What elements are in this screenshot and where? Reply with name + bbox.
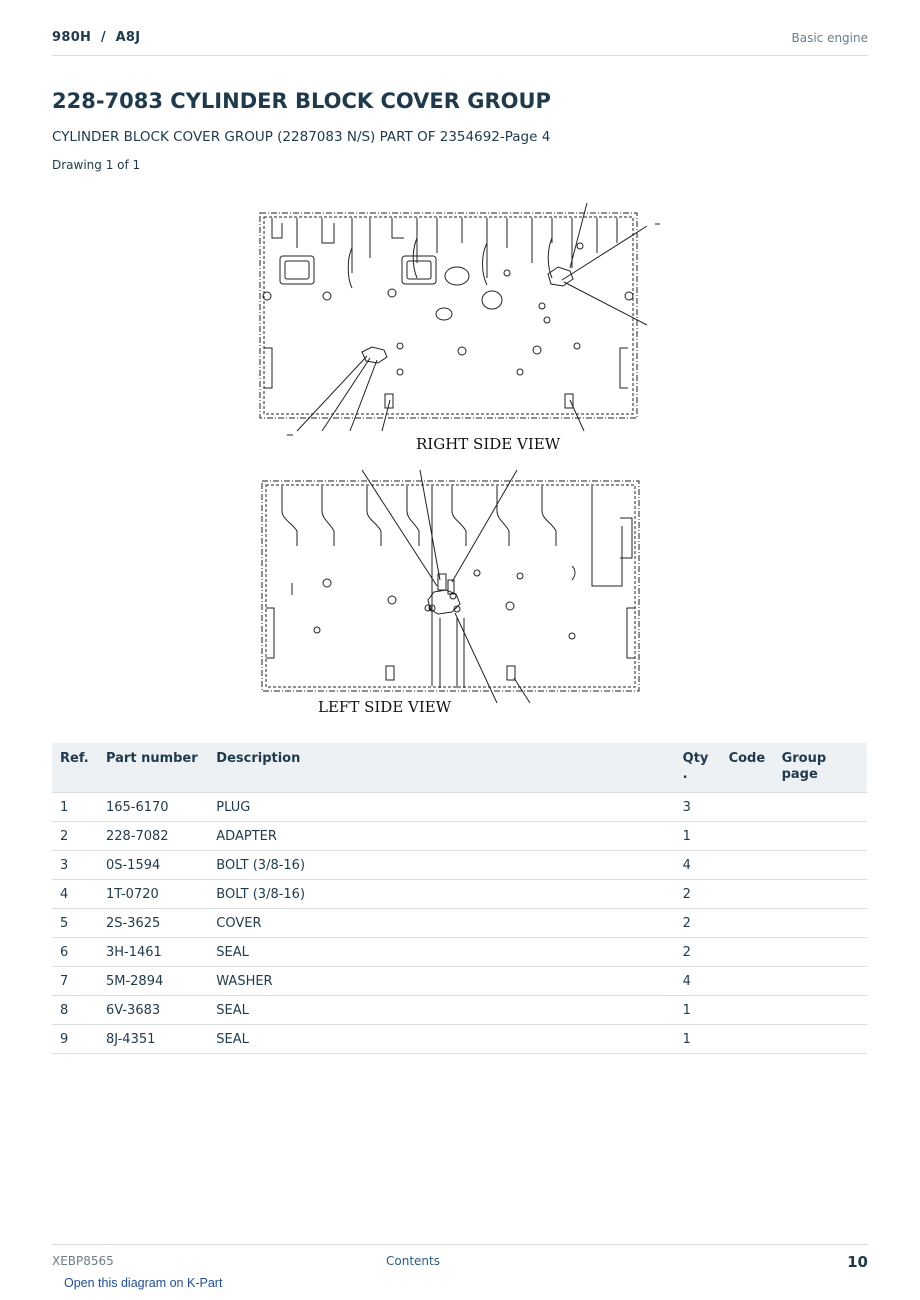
document-id: XEBP8565	[52, 1254, 114, 1268]
cell-group-page	[774, 909, 867, 938]
cell-group-page	[774, 880, 867, 909]
cell-part-number: 1T-0720	[98, 880, 208, 909]
cell-group-page	[774, 822, 867, 851]
header-qty: Qty .	[675, 743, 721, 793]
cell-ref: 9	[52, 1025, 98, 1054]
table-header-row	[52, 743, 867, 793]
cell-code	[721, 1025, 774, 1054]
table-row	[52, 880, 867, 909]
contents-link[interactable]: Contents	[386, 1254, 440, 1268]
cell-qty: 2	[675, 909, 721, 938]
cell-ref: 4	[52, 880, 98, 909]
cell-ref: 7	[52, 967, 98, 996]
cell-part-number: 2S-3625	[98, 909, 208, 938]
left-side-view-label: LEFT SIDE VIEW	[318, 698, 452, 716]
cell-ref: 1	[52, 793, 98, 822]
cell-ref: 8	[52, 996, 98, 1025]
header-code: Code	[721, 743, 774, 793]
cell-description: SEAL	[208, 938, 674, 967]
cell-qty: 3	[675, 793, 721, 822]
drawing-counter: Drawing 1 of 1	[52, 158, 141, 172]
cell-description: BOLT (3/8-16)	[208, 880, 674, 909]
right-side-view-label: RIGHT SIDE VIEW	[416, 435, 561, 453]
page-header	[52, 24, 868, 56]
parts-table	[52, 743, 867, 1054]
cell-code	[721, 967, 774, 996]
page-subtitle: CYLINDER BLOCK COVER GROUP (2287083 N/S) PART OF 2354692-Page 4	[52, 129, 551, 145]
header-part-number: Part number	[98, 743, 208, 793]
cell-part-number: 5M-2894	[98, 967, 208, 996]
cell-part-number: 3H-1461	[98, 938, 208, 967]
cell-code	[721, 851, 774, 880]
table-row	[52, 822, 867, 851]
section-label: Basic engine	[791, 31, 868, 45]
cell-code	[721, 996, 774, 1025]
cell-description: BOLT (3/8-16)	[208, 851, 674, 880]
header-description: Description	[208, 743, 674, 793]
left-side-view-drawing	[262, 470, 639, 703]
cell-qty: 1	[675, 996, 721, 1025]
cell-group-page	[774, 938, 867, 967]
cell-group-page	[774, 1025, 867, 1054]
cell-description: ADAPTER	[208, 822, 674, 851]
cell-qty: 1	[675, 822, 721, 851]
cell-ref: 6	[52, 938, 98, 967]
table-row	[52, 909, 867, 938]
table-row	[52, 793, 867, 822]
cell-qty: 2	[675, 880, 721, 909]
table-row	[52, 851, 867, 880]
cell-group-page	[774, 996, 867, 1025]
page-title: 228-7083 CYLINDER BLOCK COVER GROUP	[52, 89, 551, 113]
right-side-view-drawing	[260, 203, 660, 435]
table-row	[52, 967, 867, 996]
model-label: 980H / A8J	[52, 30, 141, 45]
cell-code	[721, 793, 774, 822]
cell-part-number: 8J-4351	[98, 1025, 208, 1054]
cell-qty: 4	[675, 967, 721, 996]
cell-part-number: 228-7082	[98, 822, 208, 851]
cell-part-number: 165-6170	[98, 793, 208, 822]
cell-group-page	[774, 793, 867, 822]
cell-description: PLUG	[208, 793, 674, 822]
table-row	[52, 1025, 867, 1054]
page-footer	[52, 1244, 868, 1275]
cell-description: WASHER	[208, 967, 674, 996]
cell-code	[721, 822, 774, 851]
cell-part-number: 6V-3683	[98, 996, 208, 1025]
cell-code	[721, 938, 774, 967]
cell-description: SEAL	[208, 1025, 674, 1054]
table-row	[52, 996, 867, 1025]
cell-qty: 4	[675, 851, 721, 880]
cell-code	[721, 880, 774, 909]
header-ref: Ref.	[52, 743, 98, 793]
cell-description: COVER	[208, 909, 674, 938]
cell-ref: 5	[52, 909, 98, 938]
open-in-kpart-link[interactable]: Open this diagram on K-Part	[64, 1276, 223, 1290]
parts-table-body	[52, 793, 867, 1054]
cell-group-page	[774, 851, 867, 880]
cell-part-number: 0S-1594	[98, 851, 208, 880]
page-number: 10	[847, 1253, 868, 1271]
parts-diagram[interactable]	[252, 188, 672, 728]
header-group-page: Group page	[774, 743, 867, 793]
cell-qty: 2	[675, 938, 721, 967]
cell-description: SEAL	[208, 996, 674, 1025]
cell-code	[721, 909, 774, 938]
cell-group-page	[774, 967, 867, 996]
cell-ref: 3	[52, 851, 98, 880]
cell-ref: 2	[52, 822, 98, 851]
table-row	[52, 938, 867, 967]
cell-qty: 1	[675, 1025, 721, 1054]
